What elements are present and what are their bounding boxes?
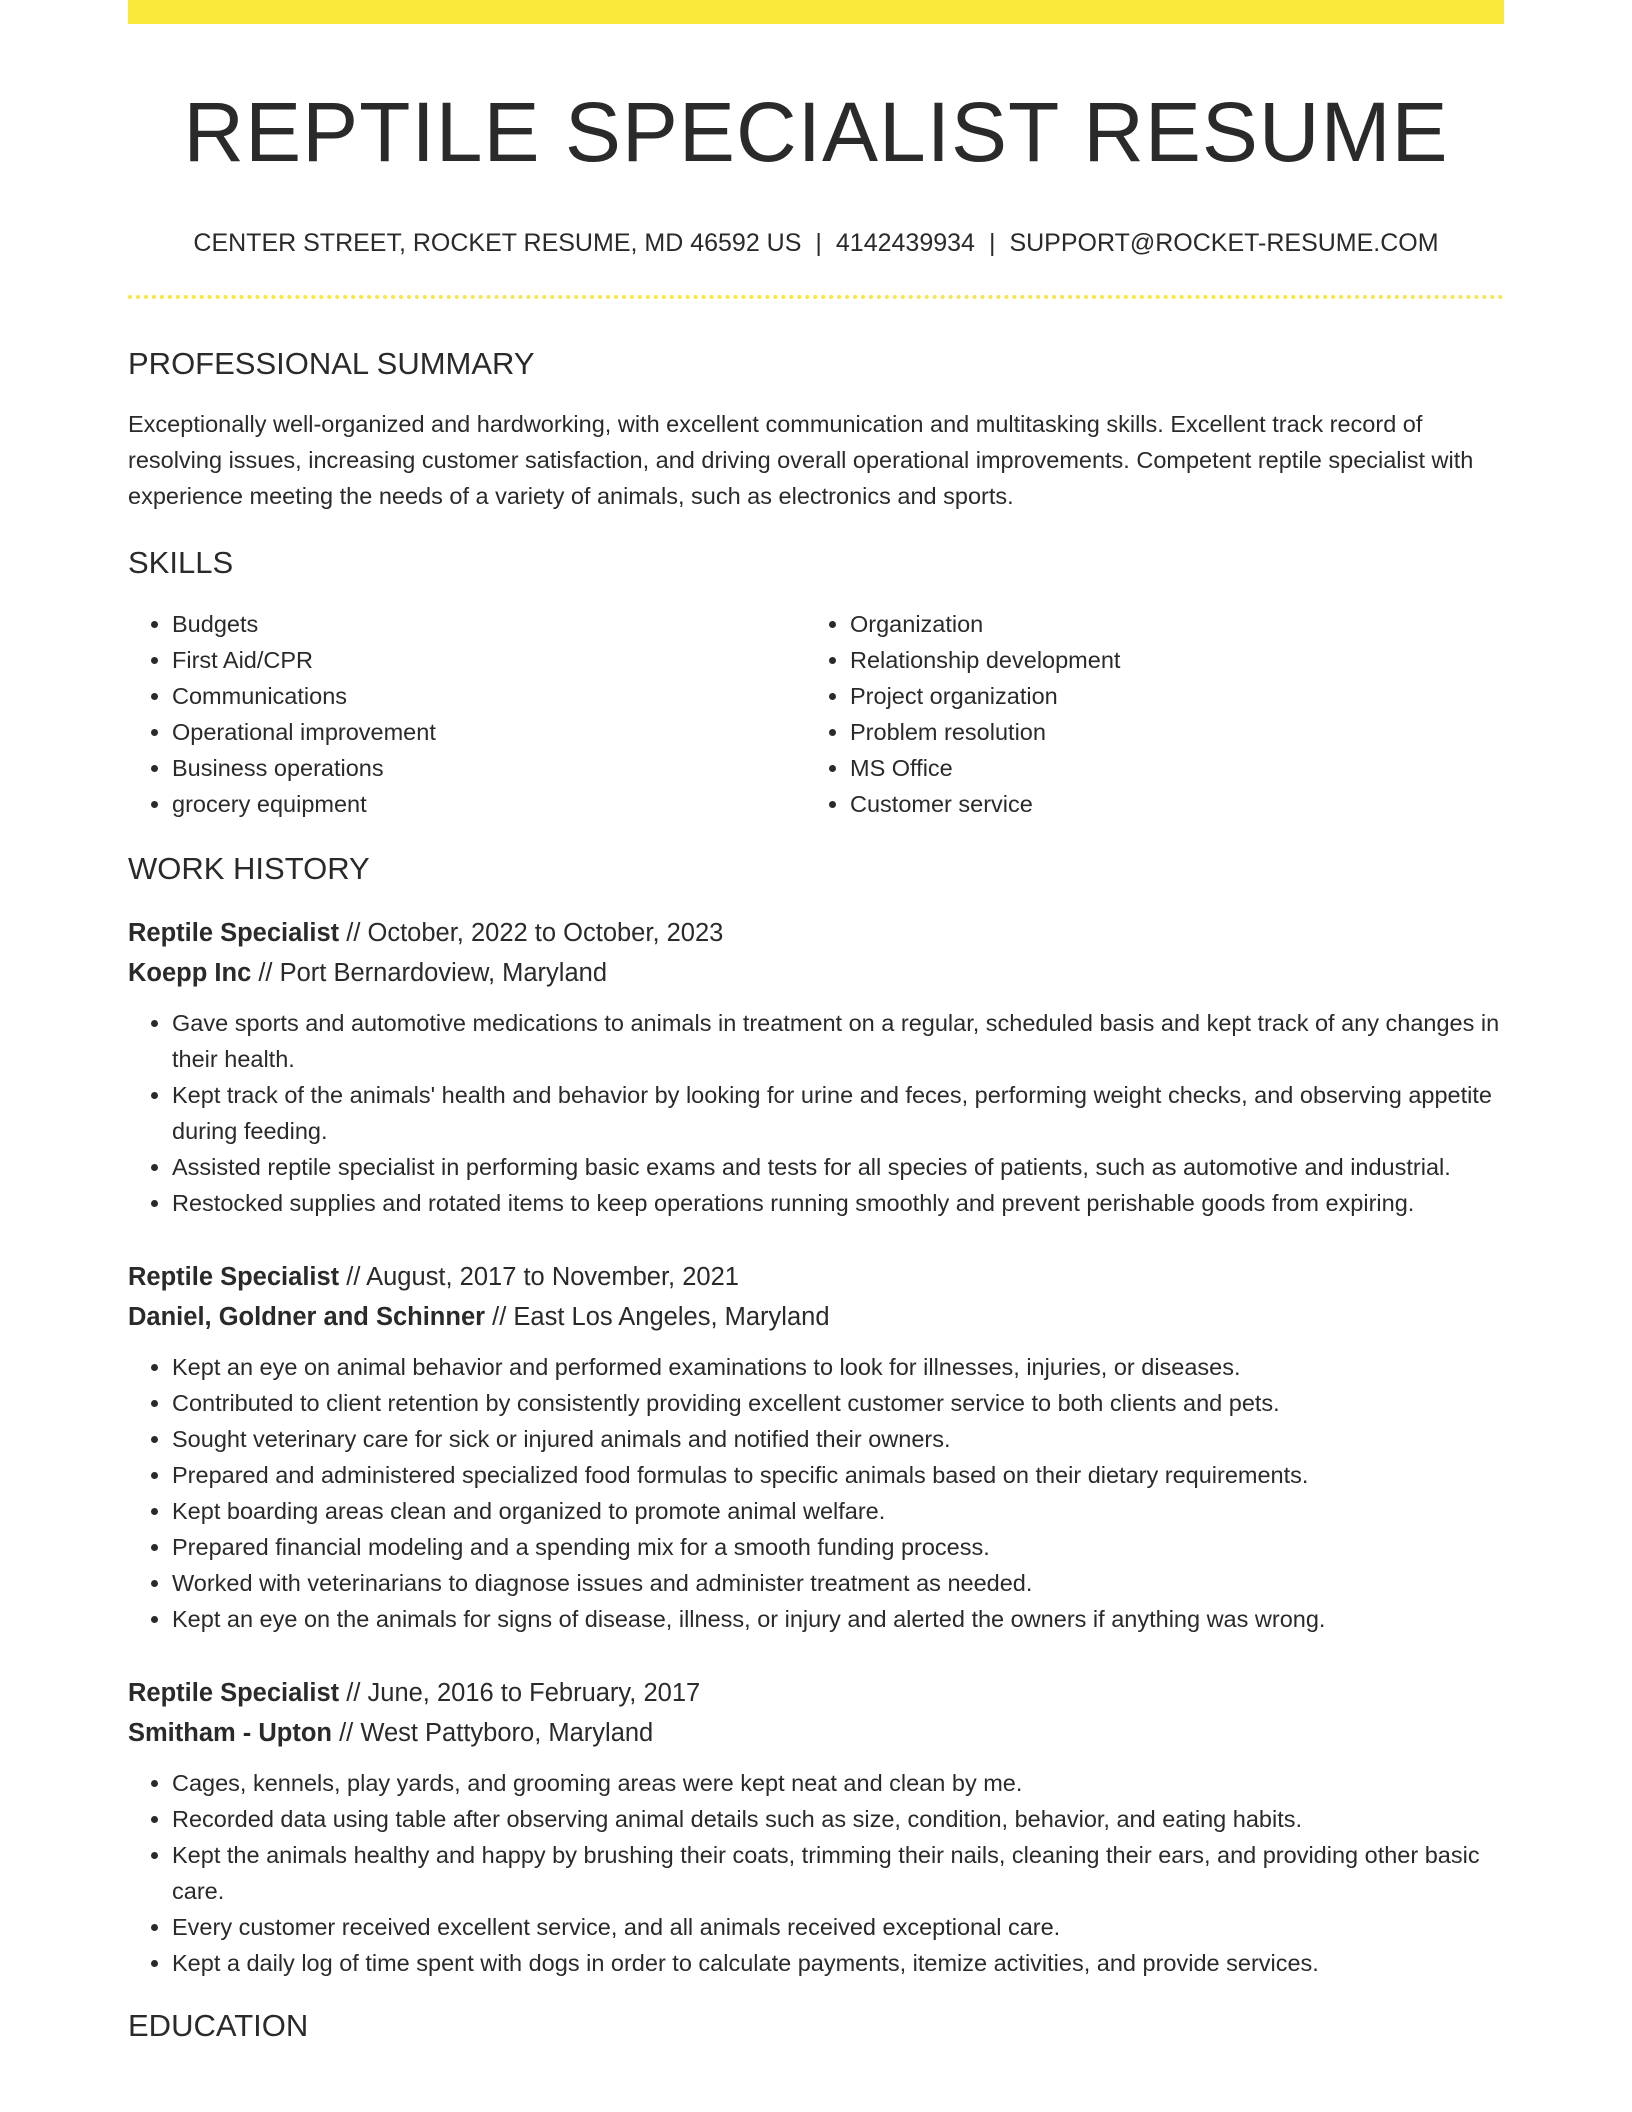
job-bullet: • Kept an eye on animal behavior and performed examinations to look for illnesses, injuries, or diseases. — [172, 1349, 1504, 1385]
job-title-line — [128, 913, 1504, 953]
contact-address: CENTER STREET, ROCKET RESUME, MD 46592 US — [193, 228, 802, 257]
job-bullet: • Prepared financial modeling and a spending mix for a smooth funding process. — [172, 1529, 1504, 1565]
job-company: Smitham - Upton — [128, 1718, 332, 1747]
skills-heading: SKILLS — [128, 545, 234, 581]
job-title: Reptile Specialist — [128, 1678, 340, 1707]
job-entry — [128, 1257, 1504, 1637]
contact-separator: | — [815, 228, 822, 257]
job-company: Daniel, Goldner and Schinner — [128, 1302, 486, 1331]
skill-item: • Problem resolution — [850, 714, 1484, 750]
page-title: REPTILE SPECIALIST RESUME — [183, 85, 1449, 179]
job-bullet-list — [128, 1005, 1504, 1221]
education-heading: EDUCATION — [128, 2007, 309, 2043]
skill-item: • Budgets — [172, 606, 806, 642]
summary-heading: PROFESSIONAL SUMMARY — [128, 346, 535, 382]
skills-right-column — [806, 606, 1484, 822]
job-company-line — [128, 1297, 1504, 1337]
skill-item: • MS Office — [850, 750, 1484, 786]
job-bullet: • Kept a daily log of time spent with dogs in order to calculate payments, itemize activities, and provide services. — [172, 1945, 1504, 1981]
job-bullet: • Contributed to client retention by consistently providing excellent customer service to both clients and pets. — [172, 1385, 1504, 1421]
contact-email: SUPPORT@ROCKET-RESUME.COM — [1009, 228, 1439, 257]
work-history-heading: WORK HISTORY — [128, 850, 370, 886]
job-bullet: • Worked with veterinarians to diagnose issues and administer treatment as needed. — [172, 1565, 1504, 1601]
job-bullet: • Restocked supplies and rotated items to keep operations running smoothly and prevent perishable goods from expiring. — [172, 1185, 1504, 1221]
job-bullet: • Kept track of the animals' health and behavior by looking for urine and feces, performing weight checks, and observing appetite during feeding. — [172, 1077, 1504, 1149]
job-bullet: • Recorded data using table after observing animal details such as size, condition, behavior, and eating habits. — [172, 1801, 1504, 1837]
summary-text: Exceptionally well-organized and hardworking, with excellent communication and multitasking skills. Excellent track record of resolving issues, increasing customer satisfaction, and driving overall operational improvements. Competent reptile specialist with experience meeting the needs of a variety of animals, such as electronics and sports. — [128, 411, 1474, 510]
skill-item: • Business operations — [172, 750, 806, 786]
job-company: Koepp Inc — [128, 958, 252, 987]
job-entry — [128, 913, 1504, 1221]
contact-phone: 4142439934 — [835, 228, 975, 257]
job-title-line — [128, 1673, 1504, 1713]
skills-left-column — [128, 606, 806, 822]
skill-item: • Customer service — [850, 786, 1484, 822]
job-entry — [128, 1673, 1504, 1981]
contact-line — [128, 227, 1504, 260]
job-bullet: • Sought veterinary care for sick or injured animals and notified their owners. — [172, 1421, 1504, 1457]
job-bullet: • Kept an eye on the animals for signs of disease, illness, or injury and alerted the owners if anything was wrong. — [172, 1601, 1504, 1637]
skill-item: • Organization — [850, 606, 1484, 642]
contact-separator: | — [988, 228, 996, 257]
work-history-list — [128, 913, 1504, 1981]
header-divider — [128, 295, 1504, 299]
job-location: // Port Bernardoview, Maryland — [251, 958, 608, 987]
resume-content — [128, 0, 1504, 2044]
skill-item: • Operational improvement — [172, 714, 806, 750]
job-bullet-list — [128, 1349, 1504, 1637]
job-bullet: • Kept the animals healthy and happy by brushing their coats, trimming their nails, cleaning their ears, and providing other basic care. — [172, 1837, 1504, 1909]
job-company-line — [128, 953, 1504, 993]
job-dates: // August, 2017 to November, 2021 — [339, 1262, 739, 1291]
job-company-line — [128, 1713, 1504, 1753]
job-bullet: • Assisted reptile specialist in performing basic exams and tests for all species of patients, such as automotive and industrial. — [172, 1149, 1504, 1185]
job-bullet: • Prepared and administered specialized food formulas to specific animals based on their dietary requirements. — [172, 1457, 1504, 1493]
job-bullet: • Every customer received excellent service, and all animals received exceptional care. — [172, 1909, 1504, 1945]
job-bullet: • Cages, kennels, play yards, and grooming areas were kept neat and clean by me. — [172, 1765, 1504, 1801]
accent-bar — [128, 0, 1504, 24]
job-bullet: • Gave sports and automotive medications to animals in treatment on a regular, scheduled basis and kept track of any changes in their health. — [172, 1005, 1504, 1077]
job-title: Reptile Specialist — [128, 1262, 340, 1291]
job-dates: // June, 2016 to February, 2017 — [339, 1678, 701, 1707]
job-location: // East Los Angeles, Maryland — [485, 1302, 830, 1331]
job-bullet: • Kept boarding areas clean and organized to promote animal welfare. — [172, 1493, 1504, 1529]
skill-item: • Project organization — [850, 678, 1484, 714]
job-title: Reptile Specialist — [128, 918, 340, 947]
job-bullet-list — [128, 1765, 1504, 1981]
job-dates: // October, 2022 to October, 2023 — [339, 918, 724, 947]
job-location: // West Pattyboro, Maryland — [332, 1718, 654, 1747]
job-title-line — [128, 1257, 1504, 1297]
skill-item: • Communications — [172, 678, 806, 714]
skill-item: • Relationship development — [850, 642, 1484, 678]
skill-item: • First Aid/CPR — [172, 642, 806, 678]
skill-item: • grocery equipment — [172, 786, 806, 822]
skills-grid — [128, 606, 1504, 822]
